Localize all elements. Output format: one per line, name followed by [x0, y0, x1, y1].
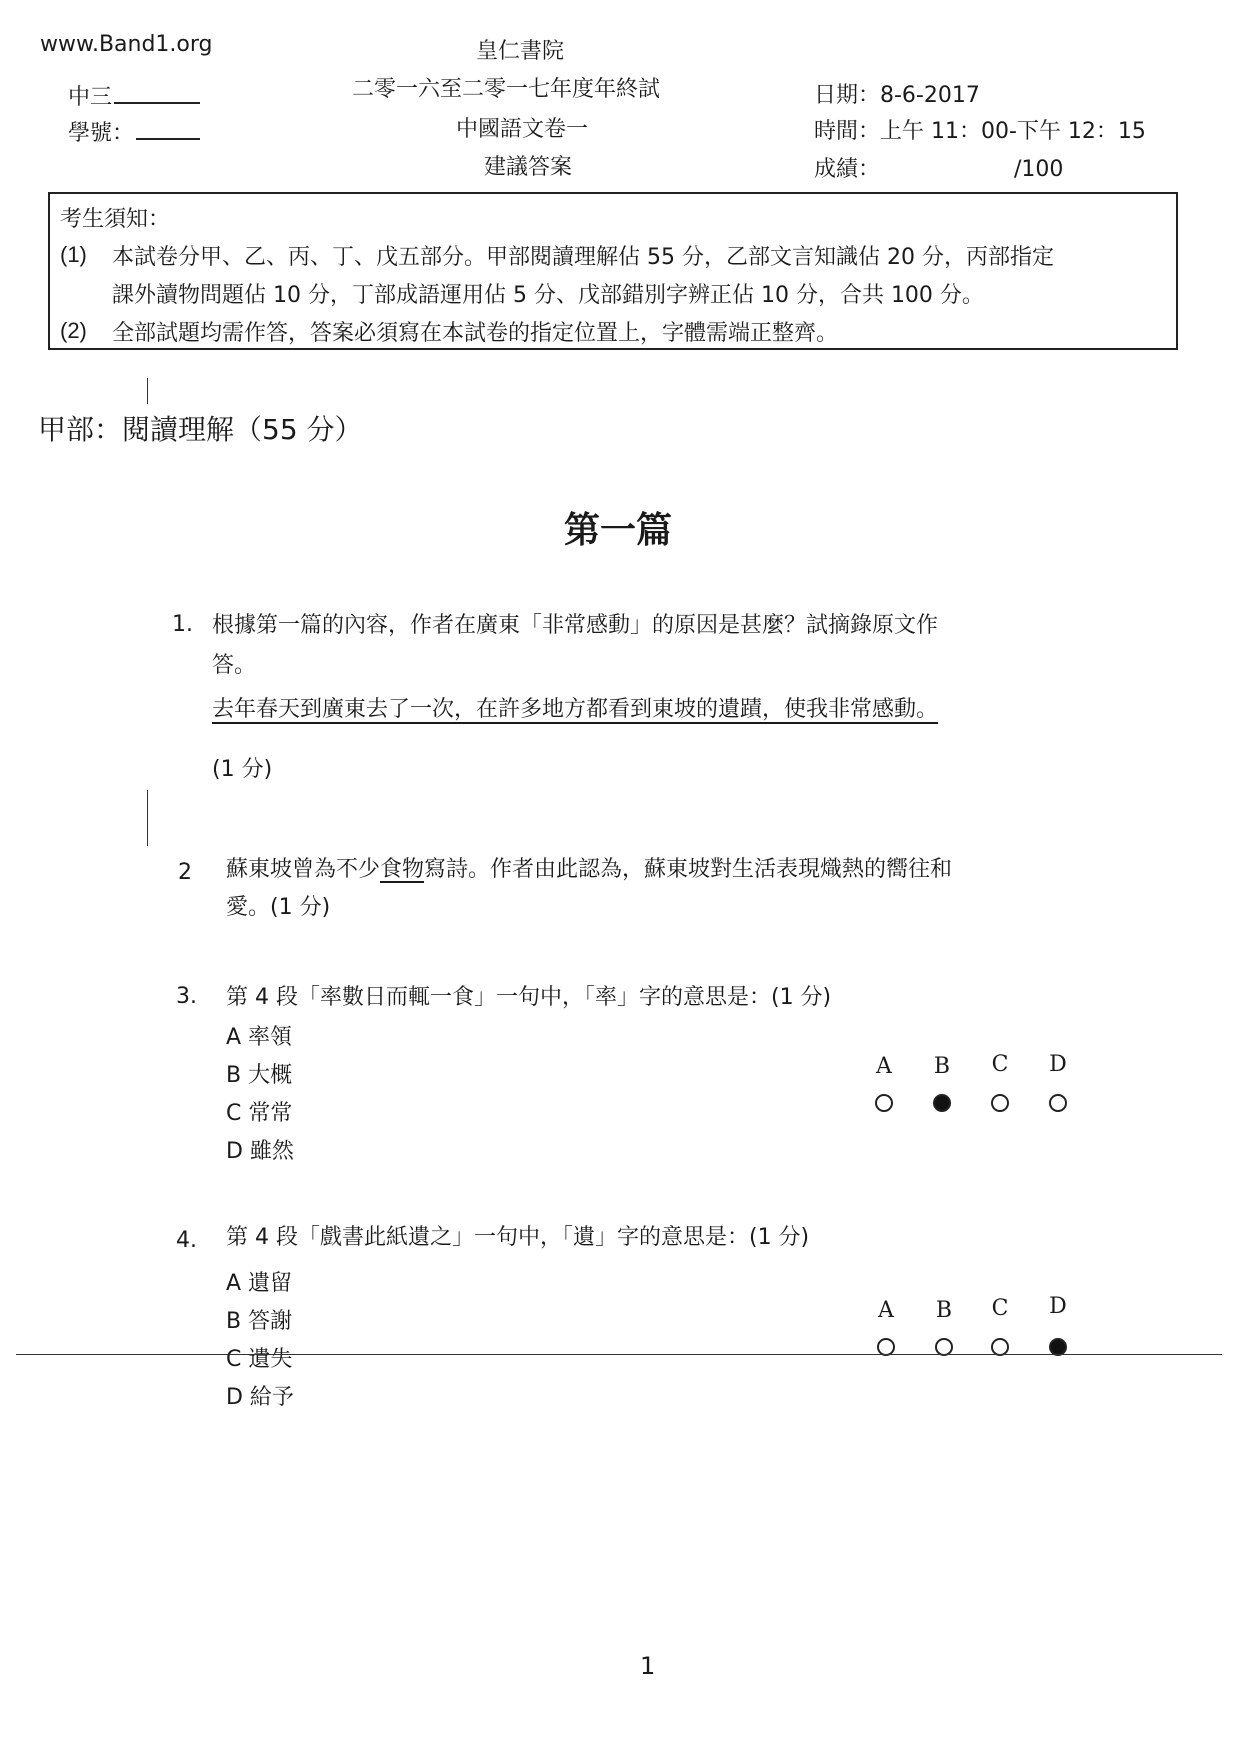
question-1-marks: (1 分) [212, 757, 273, 782]
student-no-label: 學號： [68, 121, 135, 146]
question-1-line2: 答。 [212, 653, 257, 678]
horizontal-rule [16, 1354, 1222, 1355]
exam-date: 日期：8-6-2017 [814, 83, 980, 108]
question-3-option-d: D 雖然 [226, 1139, 294, 1164]
part-heading: 甲部：閱讀理解（55 分） [38, 413, 363, 446]
exam-title: 二零一六至二零一七年度年終試 [352, 77, 661, 102]
question-2-text-post: 寫詩。作者由此認為，蘇東坡對生活表現熾熱的嚮往和 [424, 857, 953, 882]
question-4-option-b: B 答謝 [226, 1309, 293, 1334]
notice-item-1-num: (1) [60, 242, 87, 267]
candidate-notice-box [48, 192, 1178, 350]
question-4-number: 4. [176, 1228, 197, 1253]
section-title: 第一篇 [564, 509, 673, 551]
question-4-bubble-label-c: C [991, 1296, 1009, 1321]
question-4-bubble-label-a: A [878, 1298, 894, 1323]
exam-time: 時間：上午 11：00-下午 12：15 [814, 119, 1146, 144]
margin-tick [147, 378, 148, 404]
score-total: /100 [1014, 157, 1064, 182]
suggested-answer-label: 建議答案 [484, 155, 573, 180]
question-3-bubble-label-d: D [1049, 1052, 1067, 1077]
question-3-bubble-d[interactable] [1049, 1094, 1067, 1112]
question-3-option-a: A 率領 [226, 1025, 293, 1050]
question-3-stem: 第 4 段「率數日而輒一食」一句中，「率」字的意思是：(1 分) [226, 985, 832, 1010]
student-no-blank [136, 120, 200, 140]
question-4-stem: 第 4 段「戲書此紙遺之」一句中，「遺」字的意思是：(1 分) [226, 1225, 810, 1250]
question-1-line1: 根據第一篇的內容，作者在廣東「非常感動」的原因是甚麼？試摘錄原文作 [212, 613, 939, 638]
form-label: 中三 [68, 85, 113, 110]
question-4-option-c: C 遺失 [226, 1347, 293, 1372]
question-3-bubble-c[interactable] [991, 1094, 1009, 1112]
question-1-number: 1. [172, 612, 193, 637]
question-3-option-c: C 常常 [226, 1101, 293, 1126]
question-4-option-a: A 遺留 [226, 1271, 293, 1296]
question-2-underlined: 食物 [380, 857, 425, 882]
form-blank [114, 84, 200, 104]
question-3-number: 3. [176, 984, 197, 1009]
question-2-line1 [226, 852, 952, 883]
paper-title: 中國語文卷一 [456, 117, 589, 142]
form-field [68, 80, 200, 111]
student-no-field [68, 116, 200, 147]
question-4-bubble-label-d: D [1049, 1294, 1067, 1319]
question-2-text-pre: 蘇東坡曾為不少 [226, 857, 381, 882]
score-label: 成績： [814, 157, 881, 182]
margin-tick [147, 790, 148, 846]
notice-item-1-line1: 本試卷分甲、乙、丙、丁、戊五部分。甲部閱讀理解佔 55 分，乙部文言知識佔 20 分，丙部指定 [112, 245, 1054, 270]
site-watermark: www.Band1.org [40, 32, 213, 57]
question-4-option-d: D 給予 [226, 1385, 294, 1410]
score-field [814, 152, 1063, 183]
question-3-bubble-label-a: A [876, 1054, 892, 1079]
question-3-option-b: B 大概 [226, 1063, 293, 1088]
question-2-line2: 愛。(1 分) [226, 895, 331, 920]
question-3-bubble-label-b: B [933, 1054, 951, 1079]
question-3-bubble-a[interactable] [875, 1094, 893, 1112]
notice-item-1-line2: 課外讀物問題佔 10 分，丁部成語運用佔 5 分、戊部錯別字辨正佔 10 分，合共 100 分。 [112, 283, 984, 308]
question-1-answer: 去年春天到廣東去了一次，在許多地方都看到東坡的遺蹟，使我非常感動。 [212, 697, 939, 722]
notice-item-2-num: (2) [60, 318, 87, 343]
question-3-bubble-label-c: C [991, 1052, 1009, 1077]
notice-item-2-line1: 全部試題均需作答，答案必須寫在本試卷的指定位置上，字體需端正整齊。 [112, 321, 839, 346]
question-2-number: 2 [178, 860, 192, 885]
question-4-bubble-label-b: B [935, 1298, 953, 1323]
notice-heading: 考生須知： [60, 207, 171, 232]
question-3-bubble-b[interactable] [933, 1094, 951, 1112]
page-number: 1 [640, 1652, 656, 1680]
school-name: 皇仁書院 [476, 39, 565, 64]
